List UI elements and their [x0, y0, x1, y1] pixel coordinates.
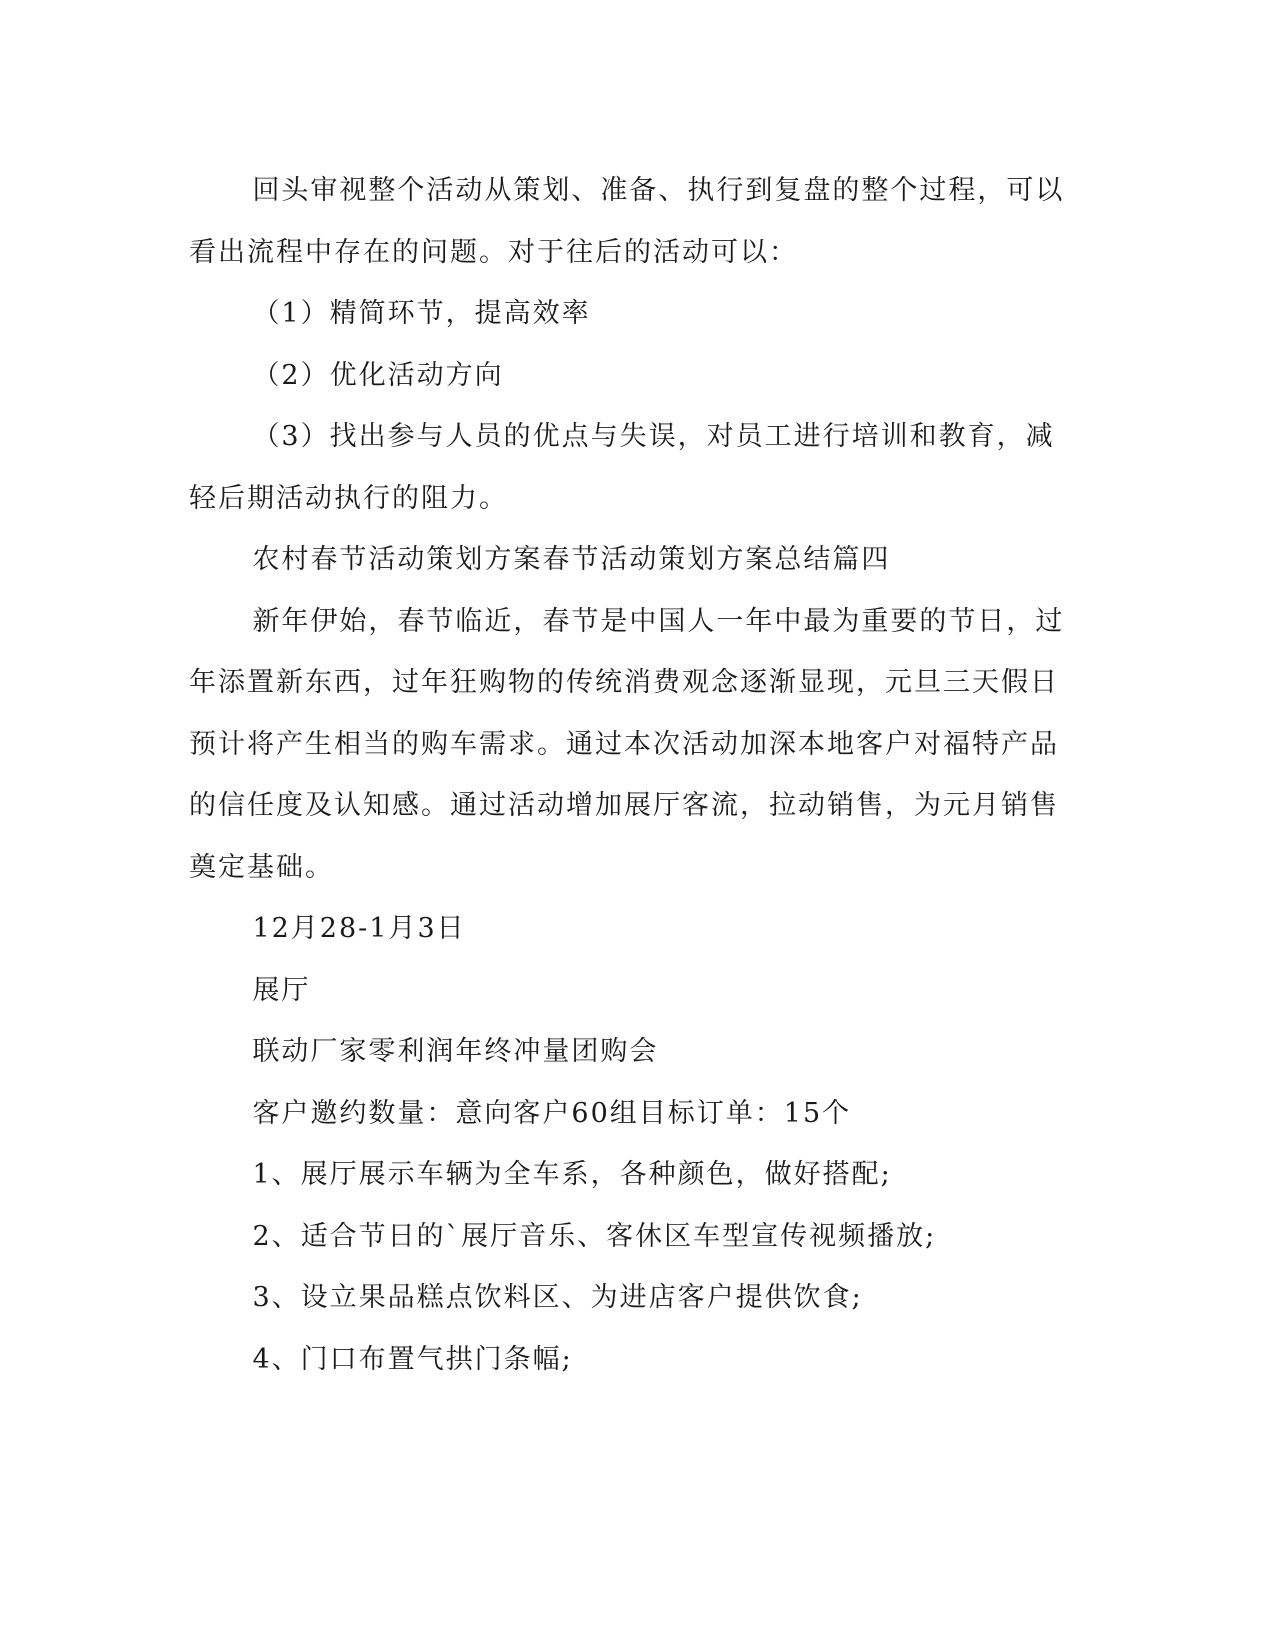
paragraph-list-2: 2、适合节日的`展厅音乐、客休区车型宣传视频播放; [252, 1220, 937, 1252]
paragraph-list-3: 3、设立果品糕点饮料区、为进店客户提供饮食; [252, 1282, 863, 1313]
document-body [189, 160, 1079, 1390]
paragraph-date: 12月28-1月3日 [252, 913, 466, 944]
paragraph-item-2: （2）优化活动方向 [252, 359, 504, 391]
paragraph-item-3: （3）找出参与人员的优点与失误，对员工进行培训和教育，减轻后期活动执行的阻力。 [189, 421, 1055, 514]
paragraph-list-4: 4、门口布置气拱门条幅; [252, 1343, 573, 1375]
paragraph-targets: 客户邀约数量：意向客户60组目标订单：15个 [252, 1097, 852, 1129]
section-heading: 农村春节活动策划方案春节活动策划方案总结篇四 [252, 544, 891, 575]
paragraph-review-process: 回头审视整个活动从策划、准备、执行到复盘的整个过程，可以看出流程中存在的问题。对于往后的活动可以： [189, 175, 1065, 268]
paragraph-theme: 联动厂家零利润年终冲量团购会 [252, 1036, 659, 1067]
paragraph-background: 新年伊始，春节临近，春节是中国人一年中最为重要的节日，过年添置新东西，过年狂购物的传统消费观念逐渐显现，元旦三天假日预计将产生相当的购车需求。通过本次活动加深本地客户对福特产品的信任度及认知感。通过活动增加展厅客流，拉动销售，为元月销售奠定基础。 [189, 605, 1065, 883]
paragraph-item-1: （1）精简环节，提高效率 [252, 298, 591, 329]
paragraph-venue: 展厅 [252, 974, 311, 1006]
paragraph-list-1: 1、展厅展示车辆为全车系，各种颜色，做好搭配; [252, 1159, 892, 1190]
